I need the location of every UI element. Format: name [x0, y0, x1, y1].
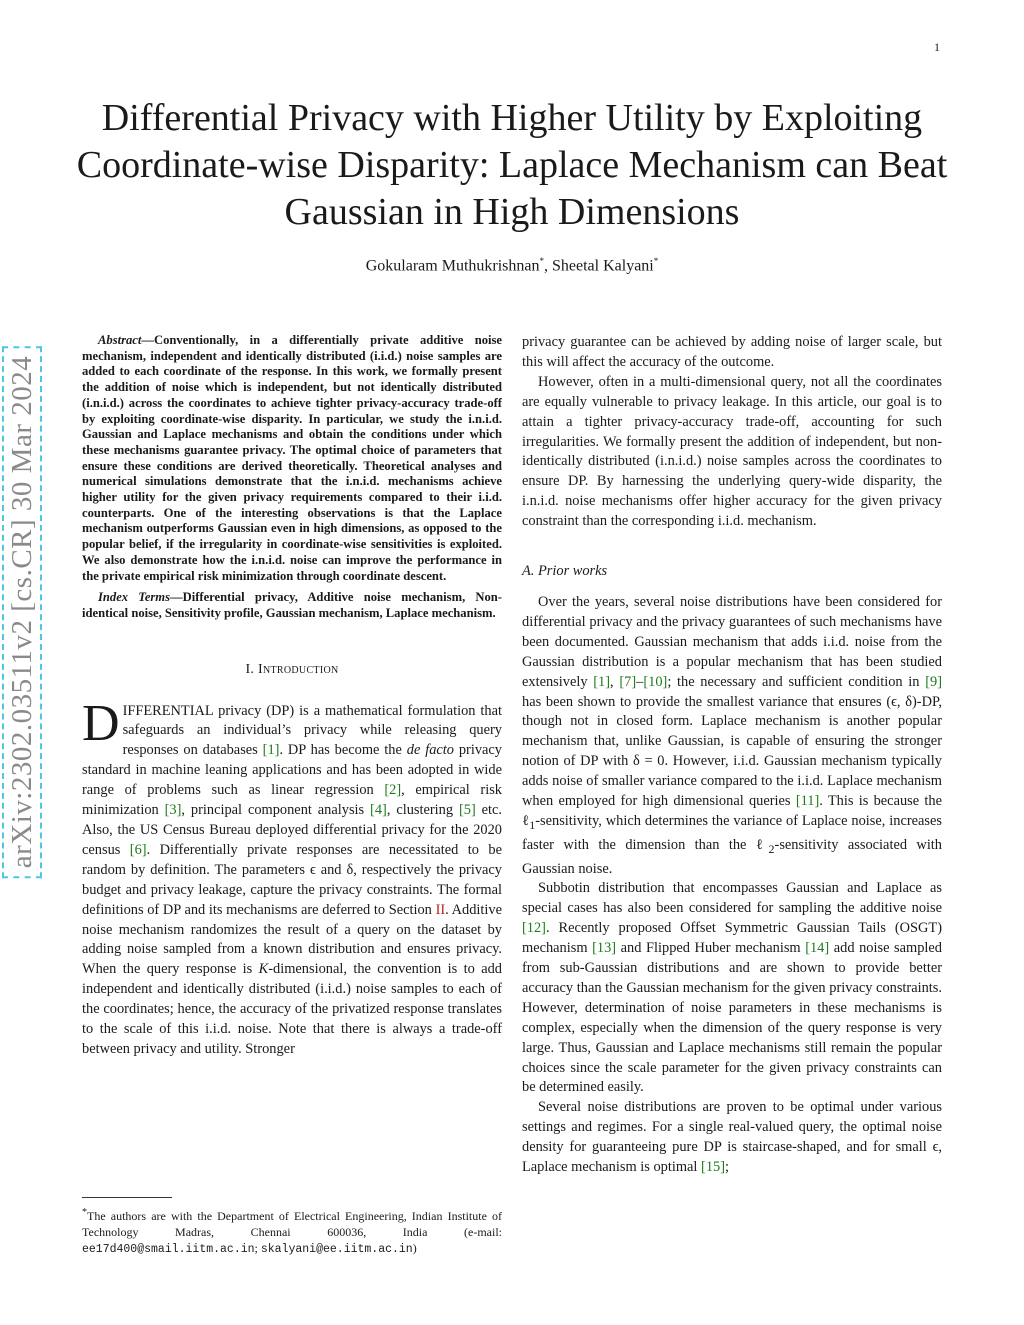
paragraph: Several noise distributions are proven to be optimal under various settings and regimes. For a single real-valued query, the optimal noise density for guaranteeing pure DP is staircase-shaped, and for small ϵ, Laplace mechanism is optimal [15];	[522, 1099, 942, 1176]
citation-link[interactable]: [5]	[458, 802, 476, 819]
citation-link[interactable]: [6]	[129, 841, 147, 858]
index-terms-lead: Index Terms	[98, 590, 171, 605]
subsection-heading-prior-works: A. Prior works	[522, 563, 608, 580]
drop-cap: D	[82, 694, 120, 752]
citation-link[interactable]: [12]	[522, 920, 546, 937]
section-heading-introduction: I. Introduction	[245, 661, 339, 677]
email-link[interactable]: skalyani@ee.iitm.ac.in	[260, 1243, 413, 1256]
email-link[interactable]: ee17d400@smail.iitm.ac.in	[82, 1243, 255, 1256]
abstract-lead: Abstract	[98, 333, 142, 347]
citation-link[interactable]: [9]	[925, 673, 942, 690]
index-terms-text: —Differential privacy, Additive noise mechanism, Non-identical noise, Sensitivity profile, Gaussian mechanism, Laplace mechanism.	[82, 590, 502, 620]
abstract	[82, 333, 502, 584]
page-number: 1	[934, 40, 940, 54]
arxiv-identifier-stamp[interactable]: arXiv:2302.03511v2 [cs.CR] 30 Mar 2024	[2, 346, 42, 878]
section-reference-link[interactable]: II	[435, 901, 446, 918]
citation-link[interactable]: [15]	[701, 1159, 726, 1176]
left-column	[82, 333, 502, 1060]
author-name: Sheetal Kalyani	[552, 257, 654, 275]
paragraph: Subbotin distribution that encompasses Gaussian and Laplace as special cases has also been considered for sampling the additive noise [12]. Recently proposed Offset Symmetric Gaussian Tails (OSGT) mechanism [13] and Flipped Huber mechanism [14] add noise sampled from sub-Gaussian distributions and are shown to provide better accuracy than the Gaussian mechanism for the given privacy constraints. However, determination of noise parameters in these mechanisms is complex, especially when the dimension of the query response is very large. Thus, Gaussian and Laplace mechanisms still remain the popular choices since the scale parameter for the given privacy constraints can be determined easily.	[522, 880, 942, 1096]
paragraph: privacy guarantee can be achieved by adding noise of larger scale, but this will affect the accuracy of the outcome.	[522, 334, 942, 370]
author-name: Gokularam Muthukrishnan	[365, 257, 540, 275]
citation-link[interactable]: [1]	[593, 673, 611, 690]
author-mark: *	[653, 256, 659, 266]
citation-link[interactable]: [11]	[795, 793, 820, 810]
abstract-text: —Conventionally, in a differentially private additive noise mechanism, independent and identically distributed (i.i.d.) noise samples are added to each coordinate of the response. In this work, we formally present the addition of noise which is independent, but not identically distributed (i.n.i.d.) across the coordinates to achieve tighter privacy-accuracy trade-off by exploiting coordinate-wise disparity. In particular, we study the i.n.i.d. Gaussian and Laplace mechanisms and obtain the conditions under which these mechanisms guarantee privacy. The optimal choice of parameters that ensure these conditions are derived theoretically. Theoretical analyses and numerical simulations demonstrate that the i.n.i.d. mechanisms achieve higher utility for the given privacy requirements compared to their i.i.d. counterparts. One of the interesting observations is that the Laplace mechanism outperforms Gaussian even in high dimensions, as opposed to the popular belief, if the irregularity in coordinate-wise sensitivities is exploited. We also demonstrate how the i.n.i.d. noise can improve the performance in the private empirical risk minimization through coordinate descent.	[82, 333, 502, 583]
author-mark: *	[539, 256, 544, 266]
index-terms	[82, 590, 502, 621]
right-column	[522, 333, 942, 1178]
author-line: Gokularam Muthukrishnan*, Sheetal Kalyani*	[365, 256, 659, 275]
citation-link[interactable]: [4]	[370, 802, 387, 819]
citation-link[interactable]: [10]	[643, 673, 668, 690]
footnote-rule	[82, 1197, 172, 1198]
citation-link[interactable]: [3]	[164, 802, 182, 819]
citation-link[interactable]: [2]	[384, 782, 402, 799]
citation-link[interactable]: [7]	[619, 673, 637, 690]
citation-link[interactable]: [13]	[592, 940, 617, 957]
citation-link[interactable]: [14]	[805, 940, 830, 957]
paragraph: Over the years, several noise distributions have been considered for differential privacy and the privacy guarantees of such mechanisms have been documented. Gaussian mechanism that adds i.i.d. noise from the Gaussian distribution is a popular mechanism that has been studied extensively [1], [7]–[10]; the necessary and sufficient condition in [9] has been shown to provide the smallest variance that ensures (ϵ, δ)-DP, though not in closed form. Laplace mechanism is another popular mechanism that, unlike Gaussian, is capable of ensuring the stronger notion of DP with δ = 0. However, i.i.d. Gaussian mechanism typically adds noise of smaller variance compared to the i.i.d. Laplace mechanism when employed for high dimensional queries [11]. This is because the ℓ$_1$-sensitivity, which determines the variance of Laplace noise, increases faster with the dimension than the ℓ$_2$-sensitivity associated with Gaussian noise.	[522, 593, 943, 877]
footnote: *The authors are with the Department of Electrical Engineering, Indian Institute of Technology Madras, Chennai 600036, India (e-mail: ee17d400@smail.iitm.ac.in; skalyani@ee.iitm.ac.in)	[82, 1205, 502, 1258]
intro-paragraph: DIFFERENTIAL privacy (DP) is a mathematical formulation that safeguards an individual’s privacy while releasing query responses on databases [1]. DP has become the de facto privacy standard in machine leaning applications and has been adopted in wide range of problems such as linear regression [2], empirical risk minimization [3], principal component analysis [4], clustering [5] etc. Also, the US Census Bureau deployed differential privacy for the 2020 census [6]. Differentially private responses are necessitated to be random by definition. The parameters ϵ and δ, respectively the privacy budget and privacy leakage, capture the privacy constraints. The formal definitions of DP and its mechanisms are deferred to Section II. Additive noise mechanism randomizes the result of a query on the dataset by adding noise sampled from a known distribution and ensures privacy. When the query response is K-dimensional, the convention is to add independent and identically distributed (i.i.d.) noise samples to each of the coordinates; hence, the accuracy of the privatized response translates to the scale of this i.i.d. noise. Note that there is always a trade-off between privacy and utility. Stronger	[82, 694, 503, 1057]
paper-title: Differential Privacy with Higher Utility by Exploiting Coordinate-wise Disparity: Laplace Mechanism can Beat Gaussian in High Dimensions	[76, 97, 948, 233]
citation-link[interactable]: [1]	[262, 742, 280, 759]
paragraph: However, often in a multi-dimensional query, not all the coordinates are equally vulnerable to privacy leakage. In this article, our goal is to attain a tighter privacy-accuracy trade-off, accounting for such irregularities. We formally present the addition of independent, but non-identically distributed (i.n.i.d.) noise samples across the coordinates to ensure DP. By harnessing the underlying query-wide disparity, the i.n.i.d. noise mechanisms offer higher accuracy for the given privacy constraint than the corresponding i.i.d. mechanism.	[522, 373, 942, 530]
